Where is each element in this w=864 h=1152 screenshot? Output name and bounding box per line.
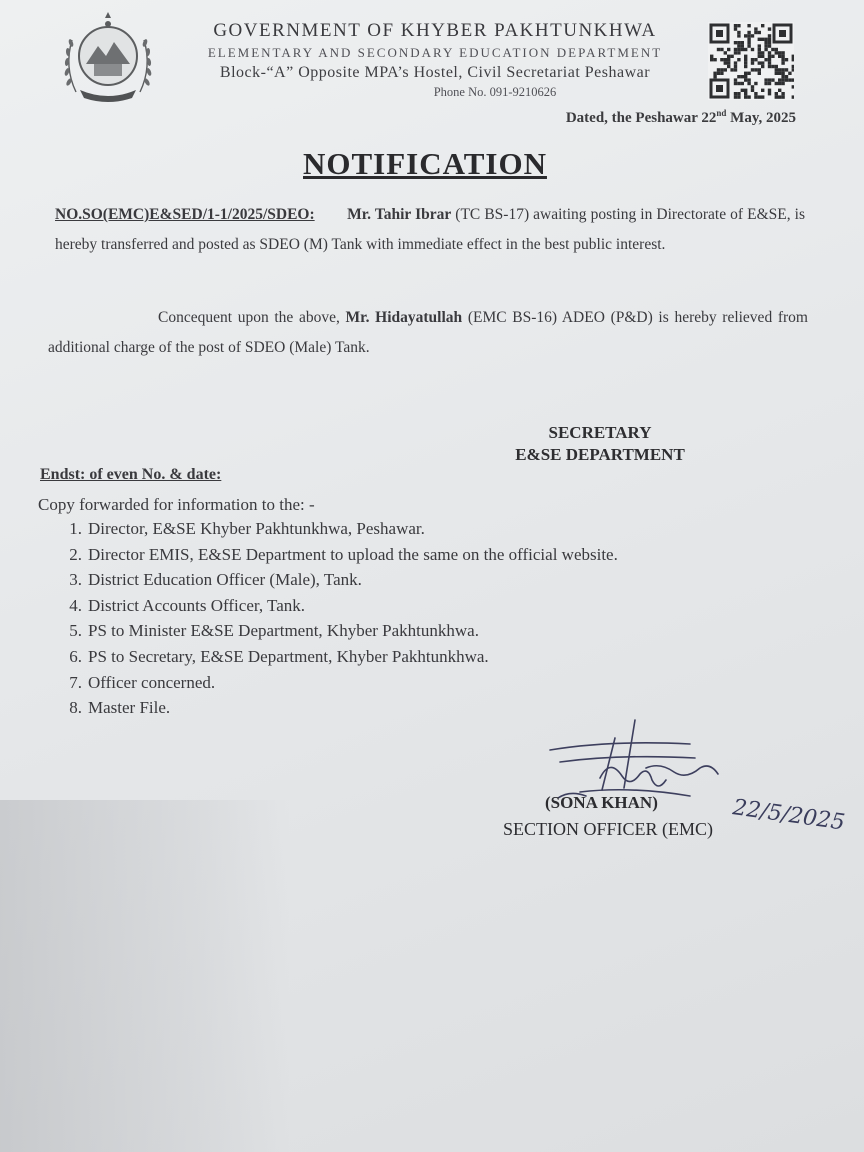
item-text: District Education Officer (Male), Tank. xyxy=(88,570,362,590)
distribution-list xyxy=(58,516,618,721)
list-item xyxy=(58,567,618,593)
secretary-department: E&SE DEPARTMENT xyxy=(515,445,685,464)
paragraph-relieve xyxy=(48,303,808,363)
document-title: NOTIFICATION xyxy=(303,146,547,181)
government-seal-icon xyxy=(58,12,158,104)
department-name: ELEMENTARY AND SECONDARY EDUCATION DEPARTMENT xyxy=(207,45,663,60)
date-superscript: nd xyxy=(716,108,727,118)
date-suffix: May, 2025 xyxy=(726,110,796,126)
phone-number: Phone No. 091-9210626 xyxy=(433,85,557,99)
list-item xyxy=(58,516,618,542)
list-item xyxy=(58,618,618,644)
item-number: 3. xyxy=(69,570,82,590)
officer-designation: SECTION OFFICER (EMC) xyxy=(503,819,714,839)
paragraph1-text: (TC BS-17) awaiting posting in Directorate of E&SE, is hereby transferred and posted as SDEO (M) Tank with immediate effect in the best public interest. xyxy=(55,206,806,253)
item-number: 7. xyxy=(69,672,82,692)
item-text: Director EMIS, E&SE Department to upload the same on the official website. xyxy=(88,544,618,564)
date-line xyxy=(566,108,796,127)
secretary-title: SECRETARY xyxy=(548,423,652,442)
paragraph2-lead: Concequent upon the above, xyxy=(158,309,340,326)
item-text: PS to Minister E&SE Department, Khyber Pakhtunkhwa. xyxy=(88,621,479,641)
copy-forwarded-intro: Copy forwarded for information to the: - xyxy=(38,495,315,514)
item-number: 1. xyxy=(69,519,82,538)
item-text: Master File. xyxy=(88,698,171,718)
qr-code-icon xyxy=(708,22,794,100)
list-item xyxy=(58,542,618,568)
paragraph2-text: (EMC BS-16) ADEO (P&D) is hereby relieved from additional charge of the post of SDEO (Male) Tank. xyxy=(48,309,808,356)
list-item xyxy=(58,670,618,696)
item-number: 5. xyxy=(69,621,82,641)
reference-number: NO.SO(EMC)E&SED/1-1/2025/SDEO: xyxy=(55,206,315,223)
item-number: 2. xyxy=(69,544,82,564)
list-item xyxy=(58,644,618,670)
list-item xyxy=(58,695,618,721)
item-number: 8. xyxy=(69,698,82,718)
item-text: PS to Secretary, E&SE Department, Khyber Pakhtunkhwa. xyxy=(88,646,489,666)
government-name: GOVERNMENT OF KHYBER PAKHTUNKHWA xyxy=(213,20,657,41)
paragraph-transfer xyxy=(55,200,805,260)
item-text: Director, E&SE Khyber Pakhtunkhwa, Peshawar. xyxy=(88,519,425,538)
list-item xyxy=(58,593,618,619)
date-prefix: Dated, the Peshawar 22 xyxy=(565,110,717,126)
item-text: District Accounts Officer, Tank. xyxy=(88,595,306,615)
item-number: 4. xyxy=(69,595,82,615)
address: Block-“A” Opposite MPA’s Hostel, Civil Secretariat Peshawar xyxy=(219,64,651,81)
letterhead xyxy=(175,18,695,100)
endorsement-heading: Endst: of even No. & date: xyxy=(40,466,222,483)
relieved-officer-name: Mr. Hidayatullah xyxy=(345,309,463,326)
handwritten-date: 22/5/2025 xyxy=(731,795,847,836)
secretary-block xyxy=(475,422,725,466)
item-text: Officer concerned. xyxy=(88,672,216,692)
item-number: 6. xyxy=(69,646,82,666)
officer-name: (SONA KHAN) xyxy=(545,793,658,812)
photo-shadow xyxy=(0,800,290,1152)
transferred-officer-name: Mr. Tahir Ibrar xyxy=(347,206,452,223)
